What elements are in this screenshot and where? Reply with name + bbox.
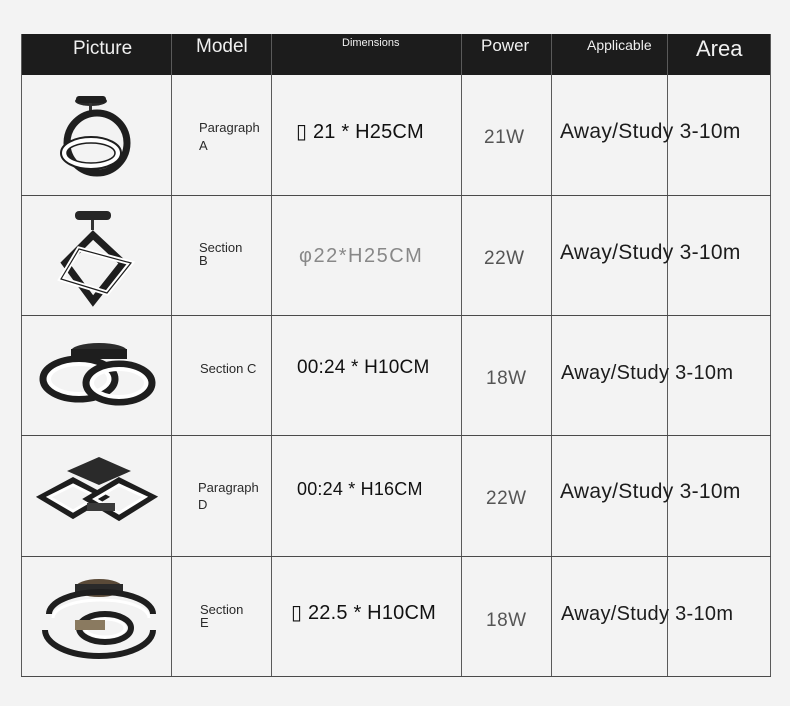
- header-applicable: Applicable: [587, 37, 652, 53]
- model-label-line2: A: [199, 138, 208, 153]
- applicable-area-value: Away/Study 3-10m: [560, 480, 741, 503]
- power-value: 21W: [484, 127, 525, 148]
- model-label-line1: Section: [199, 240, 243, 255]
- header-area: Area: [696, 36, 743, 61]
- dimensions-value: 00:24 * H10CM: [297, 357, 430, 378]
- table-row: [21, 195, 771, 315]
- applicable-area-value: Away/Study 3-10m: [561, 362, 734, 384]
- table-header: [21, 34, 771, 75]
- table-row: [21, 435, 771, 555]
- model-label-line2: B: [199, 253, 208, 268]
- power-value: 22W: [484, 248, 525, 269]
- model-label-line2: D: [198, 497, 208, 512]
- applicable-area-value: Away/Study 3-10m: [560, 120, 741, 143]
- applicable-area-value: Away/Study 3-10m: [560, 241, 741, 264]
- model-label-line1: Paragraph: [199, 120, 260, 135]
- table-row: [21, 556, 771, 676]
- row-divider: [21, 676, 771, 677]
- power-value: 18W: [486, 368, 527, 389]
- table-row: [21, 75, 771, 195]
- arc-ceiling-lamp-icon: [27, 562, 167, 670]
- model-label-line2: E: [200, 615, 209, 630]
- dimensions-value: ▯ 21 * H25CM: [296, 121, 424, 143]
- twin-square-ceiling-lamp-icon: [27, 441, 167, 549]
- header-model: Model: [196, 36, 248, 57]
- twin-ring-ceiling-lamp-icon: [27, 321, 167, 429]
- dimensions-value: 00:24 * H16CM: [297, 479, 423, 499]
- applicable-area-value: Away/Study 3-10m: [561, 603, 734, 625]
- model-label-line1: Section: [200, 602, 244, 617]
- power-value: 18W: [486, 610, 527, 631]
- spec-table: [21, 34, 771, 677]
- diamond-ceiling-lamp-icon: [27, 201, 167, 309]
- double-ring-ceiling-lamp-icon: [27, 81, 167, 189]
- table-row: [21, 315, 771, 435]
- power-value: 22W: [486, 488, 527, 509]
- model-label-line1: Section C: [200, 361, 257, 376]
- model-label-line1: Paragraph: [198, 480, 259, 495]
- header-dimensions: Dimensions: [342, 37, 400, 49]
- dimensions-value: ▯ 22.5 * H10CM: [291, 602, 436, 624]
- header-picture: Picture: [73, 38, 133, 59]
- header-power: Power: [481, 36, 530, 55]
- dimensions-value: φ22*H25CM: [299, 245, 424, 267]
